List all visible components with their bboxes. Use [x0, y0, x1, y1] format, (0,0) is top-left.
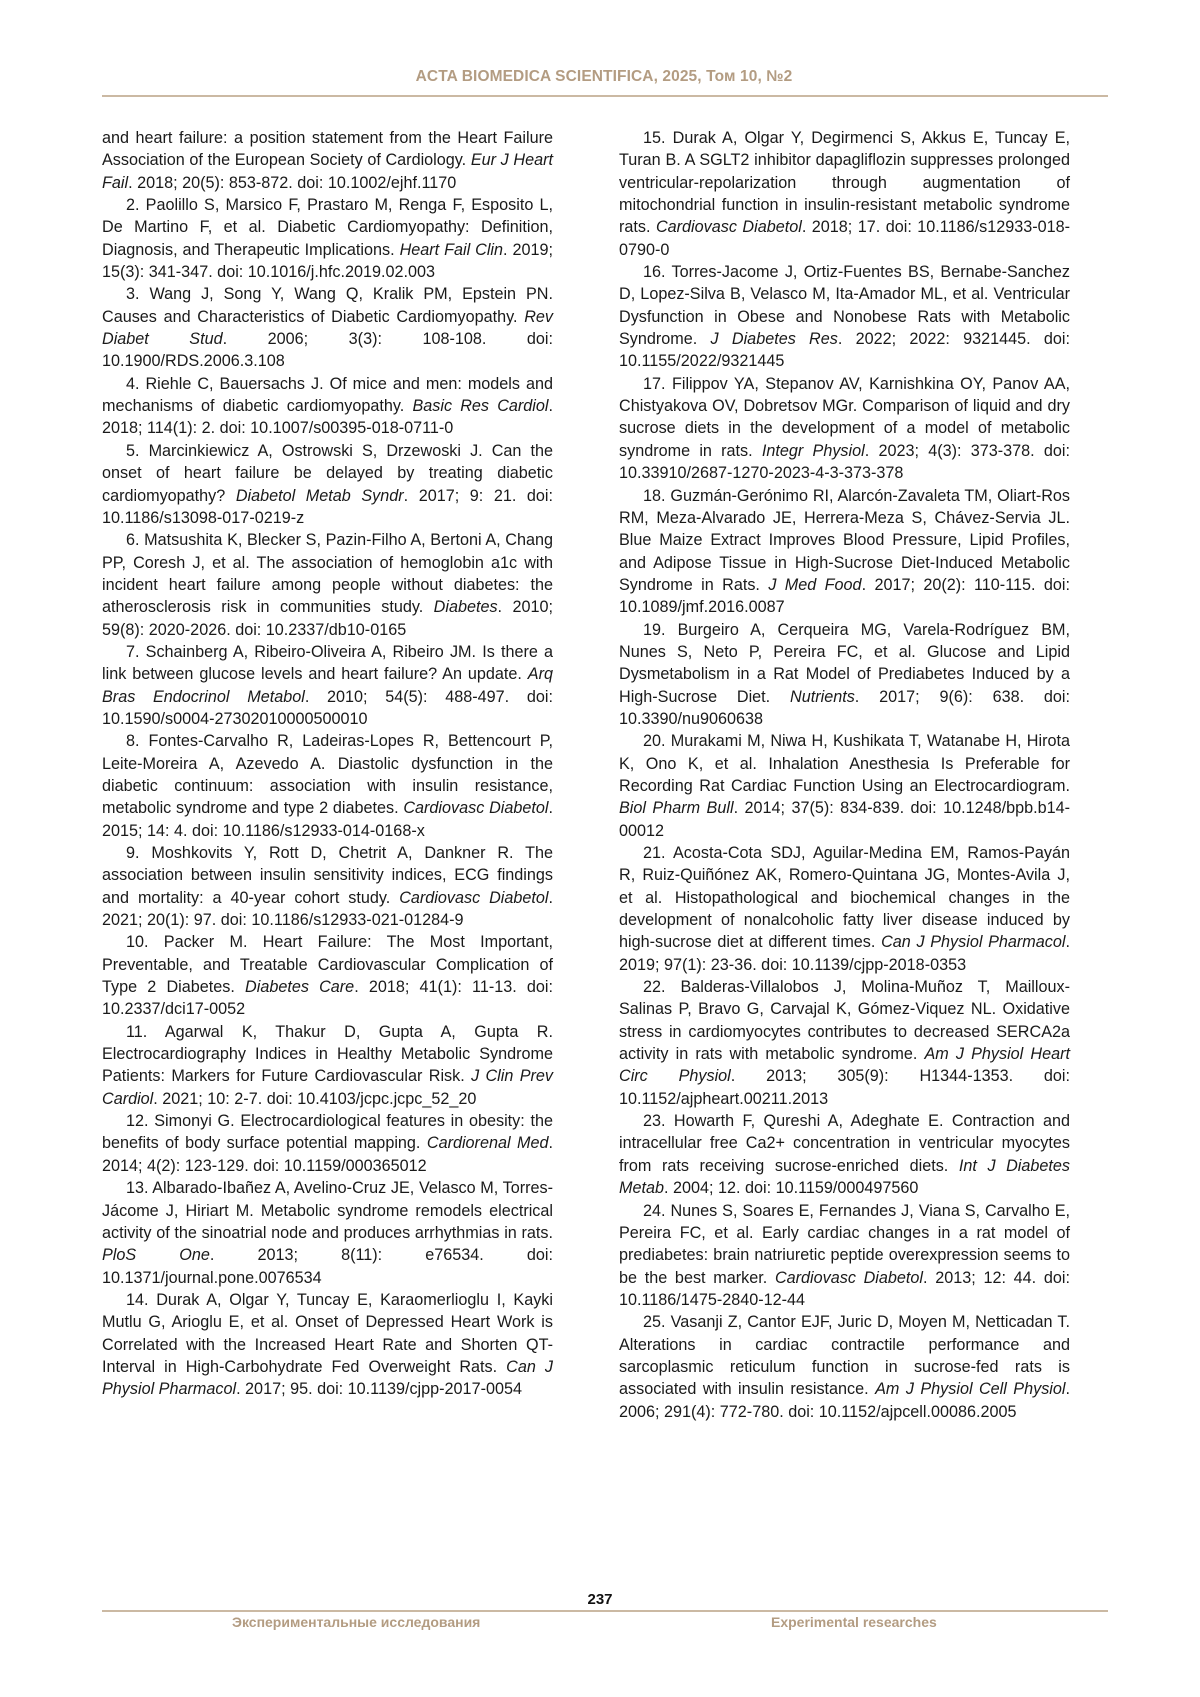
- footer-section-en: Experimental researches: [771, 1614, 937, 1630]
- journal-name: J Med Food: [768, 576, 861, 594]
- reference-text: 11. Agarwal K, Thakur D, Gupta A, Gupta R. Electrocardiography Indices in Healthy Metabolic Syndrome Patients: Markers for Future Cardiovascular Risk.: [102, 1023, 553, 1086]
- reference-details: . 2006; 291(4): 772-780. doi: 10.1152/ajpcell.00086.2005: [619, 1380, 1070, 1420]
- reference-text: 20. Murakami M, Niwa H, Kushikata T, Watanabe H, Hirota K, Ono K, et al. Inhalation Anesthesia Is Preferable for Recording Rat Cardiac Function Using an Electrocardiogram.: [619, 732, 1070, 795]
- reference-text: 21. Acosta-Cota SDJ, Aguilar-Medina EM, Ramos-Payán R, Ruiz-Quiñónez AK, Romero-Quintana JG, Montes-Avila J, et al. Histopathological and biochemical changes in the development of nonalcoholic fatty liver disease induced by high-sucrose diet at different times.: [619, 844, 1070, 951]
- reference-details: . 2017; 9(6): 638. doi: 10.3390/nu9060638: [619, 688, 1070, 728]
- page-number: 237: [0, 1591, 1200, 1608]
- reference-item: [619, 842, 1070, 976]
- reference-details: . 2017; 95. doi: 10.1139/cjpp-2017-0054: [236, 1380, 522, 1398]
- reference-details: . 2021; 20(1): 97. doi: 10.1186/s12933-021-01284-9: [102, 889, 553, 929]
- reference-details: . 2006; 3(3): 108-108. doi: 10.1900/RDS.2006.3.108: [102, 330, 553, 370]
- journal-name: Cardiovasc Diabetol: [775, 1269, 923, 1287]
- reference-item: [619, 619, 1070, 731]
- reference-item: [102, 842, 553, 931]
- references-left-column: [102, 127, 553, 1401]
- reference-details: . 2014; 4(2): 123-129. doi: 10.1159/000365012: [102, 1134, 553, 1174]
- journal-name: Arq Bras Endocrinol Metabol: [102, 665, 553, 705]
- reference-item: [102, 529, 553, 641]
- journal-name: Diabetol Metab Syndr: [236, 487, 404, 505]
- journal-name: Cardiovasc Diabetol: [403, 799, 548, 817]
- reference-details: . 2019; 15(3): 341-347. doi: 10.1016/j.hfc.2019.02.003: [102, 241, 553, 281]
- reference-text: 16. Torres-Jacome J, Ortiz-Fuentes BS, Bernabe-Sanchez D, Lopez-Silva B, Velasco M, Ita-Amador ML, et al. Ventricular Dysfunction in Obese and Nonobese Rats with Metabolic Syndrome.: [619, 263, 1070, 348]
- reference-text: 19. Burgeiro A, Cerqueira MG, Varela-Rodríguez BM, Nunes S, Neto P, Pereira FC, et al. Glucose and Lipid Dysmetabolism in a Rat Model of Prediabetes Induced by a High-Sucrose Diet.: [619, 621, 1070, 706]
- reference-text: 12. Simonyi G. Electrocardiological features in obesity: the benefits of body surface potential mapping.: [102, 1112, 553, 1152]
- reference-text: 9. Moshkovits Y, Rott D, Chetrit A, Dankner R. The association between insulin sensitivity indices, ECG findings and mortality: a 40-year cohort study.: [102, 844, 553, 907]
- reference-text: 18. Guzmán-Gerónimo RI, Alarcón-Zavaleta TM, Oliart-Ros RM, Meza-Alvarado JE, Herrera-Meza S, Chávez-Servia JL. Blue Maize Extract Improves Blood Pressure, Lipid Profiles, and Adipose Tissue in High-Sucrose Diet-Induced Metabolic Syndrome in Rats.: [619, 487, 1070, 594]
- reference-text: 13. Albarado-Ibañez A, Avelino-Cruz JE, Velasco M, Torres-Jácome J, Hiriart M. Metabolic syndrome remodels electrical activity of the sinoatrial node and produces arrhythmias in rats.: [102, 1179, 553, 1242]
- reference-details: . 2013; 305(9): H1344-1353. doi: 10.1152/ajpheart.00211.2013: [619, 1067, 1070, 1107]
- footer-divider: [102, 1610, 1108, 1612]
- reference-item: [102, 1289, 553, 1401]
- journal-name: Diabetes: [434, 598, 498, 616]
- journal-name: Eur J Heart Fail: [102, 151, 553, 191]
- reference-item: [619, 127, 1070, 261]
- journal-name: Cardiovasc Diabetol: [656, 218, 802, 236]
- reference-item: [619, 373, 1070, 485]
- reference-item: [619, 1110, 1070, 1199]
- reference-item: [619, 1200, 1070, 1312]
- reference-text: 22. Balderas-Villalobos J, Molina-Muñoz T, Mailloux-Salinas P, Bravo G, Carvajal K, Gómez-Viquez NL. Oxidative stress in cardiomyocytes contributes to decreased SERCA2a activity in rats with metabolic syndrome.: [619, 978, 1070, 1063]
- journal-name: PloS One: [102, 1246, 210, 1264]
- references-right-column: [619, 127, 1070, 1423]
- reference-item: [102, 283, 553, 372]
- header-divider: [102, 95, 1108, 97]
- reference-text: 8. Fontes-Carvalho R, Ladeiras-Lopes R, Bettencourt P, Leite-Moreira A, Azevedo A. Diastolic dysfunction in the diabetic continuum: association with insulin resistance, metabolic syndrome and type 2 diabetes.: [102, 732, 553, 817]
- reference-item: [102, 1177, 553, 1289]
- reference-text: 14. Durak A, Olgar Y, Tuncay E, Karaomerlioglu I, Kayki Mutlu G, Arioglu E, et al. Onset of Depressed Heart Work is Correlated with the Increased Heart Rate and Shorten QT-Interval in High-Carbohydrate Fed Overweight Rats.: [102, 1291, 553, 1376]
- reference-details: . 2021; 10: 2-7. doi: 10.4103/jcpc.jcpc_52_20: [153, 1090, 476, 1108]
- reference-text: 4. Riehle C, Bauersachs J. Of mice and men: models and mechanisms of diabetic cardiomyopathy.: [102, 375, 553, 415]
- reference-text: 7. Schainberg A, Ribeiro-Oliveira A, Ribeiro JM. Is there a link between glucose levels and heart failure? An update.: [102, 643, 553, 683]
- journal-name: Cardiovasc Diabetol: [399, 889, 548, 907]
- reference-details: . 2013; 12: 44. doi: 10.1186/1475-2840-12-44: [619, 1269, 1070, 1309]
- reference-item: [619, 1311, 1070, 1423]
- reference-details: . 2014; 37(5): 834-839. doi: 10.1248/bpb.b14-00012: [619, 799, 1070, 839]
- journal-name: Am J Physiol Cell Physiol: [875, 1380, 1065, 1398]
- journal-name: Can J Physiol Pharmacol: [881, 933, 1065, 951]
- reference-text: 23. Howarth F, Qureshi A, Adeghate E. Contraction and intracellular free Ca2+ concentration in ventricular myocytes from rats receiving sucrose-enriched diets.: [619, 1112, 1070, 1175]
- reference-details: . 2018; 17. doi: 10.1186/s12933-018-0790-0: [619, 218, 1070, 258]
- reference-item: [102, 127, 553, 194]
- reference-item: [102, 641, 553, 730]
- reference-text: 3. Wang J, Song Y, Wang Q, Kralik PM, Epstein PN. Causes and Characteristics of Diabetic Cardiomyopathy.: [102, 285, 553, 325]
- reference-details: . 2022; 2022: 9321445. doi: 10.1155/2022/9321445: [619, 330, 1070, 370]
- journal-name: Basic Res Cardiol: [412, 397, 548, 415]
- reference-details: . 2010; 54(5): 488-497. doi: 10.1590/s0004-27302010000500010: [102, 688, 553, 728]
- journal-name: Diabetes Care: [245, 978, 354, 996]
- reference-text: 17. Filippov YA, Stepanov AV, Karnishkina OY, Panov AA, Chistyakova OV, Dobretsov MGr. Comparison of liquid and dry sucrose diets in the development of a model of metabolic syndrome in rats.: [619, 375, 1070, 460]
- journal-name: Cardiorenal Med: [427, 1134, 549, 1152]
- journal-name: Can J Physiol Pharmacol: [102, 1358, 553, 1398]
- journal-name: Int J Diabetes Metab: [619, 1157, 1070, 1197]
- reference-details: . 2010; 59(8): 2020-2026. doi: 10.2337/db10-0165: [102, 598, 553, 638]
- reference-item: [619, 730, 1070, 842]
- journal-name: Rev Diabet Stud: [102, 308, 553, 348]
- reference-details: . 2018; 20(5): 853-872. doi: 10.1002/ejhf.1170: [128, 174, 456, 192]
- reference-text: 2. Paolillo S, Marsico F, Prastaro M, Renga F, Esposito L, De Martino F, et al. Diabetic Cardiomyopathy: Definition, Diagnosis, and Therapeutic Implications.: [102, 196, 553, 259]
- reference-details: . 2023; 4(3): 373-378. doi: 10.33910/2687-1270-2023-4-3-373-378: [619, 442, 1070, 482]
- reference-item: [619, 485, 1070, 619]
- journal-name: J Clin Prev Cardiol: [102, 1067, 553, 1107]
- reference-details: . 2015; 14: 4. doi: 10.1186/s12933-014-0168-x: [102, 799, 553, 839]
- reference-item: [619, 976, 1070, 1110]
- reference-item: [102, 1021, 553, 1110]
- reference-text: 24. Nunes S, Soares E, Fernandes J, Viana S, Carvalho E, Pereira FC, et al. Early cardiac changes in a rat model of prediabetes: brain natriuretic peptide overexpression seems to be the best marker.: [619, 1202, 1070, 1287]
- reference-item: [102, 730, 553, 842]
- reference-text: 25. Vasanji Z, Cantor EJF, Juric D, Moyen M, Netticadan T. Alterations in cardiac contractile performance and sarcoplasmic reticulum function in sucrose-fed rats is associated with insulin resistance.: [619, 1313, 1070, 1398]
- journal-name: J Diabetes Res: [711, 330, 838, 348]
- reference-text: 5. Marcinkiewicz A, Ostrowski S, Drzewoski J. Can the onset of heart failure be delayed by treating diabetic cardiomyopathy?: [102, 442, 553, 505]
- journal-name: Nutrients: [790, 688, 855, 706]
- journal-name: Heart Fail Clin: [400, 241, 503, 259]
- reference-item: [102, 373, 553, 440]
- reference-details: . 2017; 9: 21. doi: 10.1186/s13098-017-0219-z: [102, 487, 553, 527]
- footer-section-ru: Экспериментальные исследования: [232, 1614, 480, 1630]
- reference-details: . 2004; 12. doi: 10.1159/000497560: [664, 1179, 918, 1197]
- journal-name: Am J Physiol Heart Circ Physiol: [619, 1045, 1070, 1085]
- journal-name: Integr Physiol: [762, 442, 865, 460]
- journal-name: Biol Pharm Bull: [619, 799, 734, 817]
- reference-text: 6. Matsushita K, Blecker S, Pazin-Filho A, Bertoni A, Chang PP, Coresh J, et al. The association of hemoglobin a1c with incident heart failure among people without diabetes: the atherosclerosis risk in communities study.: [102, 531, 553, 616]
- reference-details: . 2019; 97(1): 23-36. doi: 10.1139/cjpp-2018-0353: [619, 933, 1070, 973]
- reference-text: 15. Durak A, Olgar Y, Degirmenci S, Akkus E, Tuncay E, Turan B. A SGLT2 inhibitor dapagliflozin suppresses prolonged ventricular-repolarization through augmentation of mitochondrial function in insulin-resistant metabolic syndrome rats.: [619, 129, 1070, 236]
- reference-details: . 2018; 41(1): 11-13. doi: 10.2337/dci17-0052: [102, 978, 553, 1018]
- reference-text: and heart failure: a position statement from the Heart Failure Association of the European Society of Cardiology.: [102, 129, 553, 169]
- reference-details: . 2013; 8(11): e76534. doi: 10.1371/journal.pone.0076534: [102, 1246, 553, 1286]
- reference-details: . 2018; 114(1): 2. doi: 10.1007/s00395-018-0711-0: [102, 397, 553, 437]
- reference-item: [102, 1110, 553, 1177]
- reference-text: 10. Packer M. Heart Failure: The Most Important, Preventable, and Treatable Cardiovascular Complication of Type 2 Diabetes.: [102, 933, 553, 996]
- reference-item: [102, 440, 553, 529]
- reference-details: . 2017; 20(2): 110-115. doi: 10.1089/jmf.2016.0087: [619, 576, 1070, 616]
- journal-header: ACTA BIOMEDICA SCIENTIFICA, 2025, Том 10, №2: [102, 68, 1106, 86]
- reference-item: [619, 261, 1070, 373]
- reference-item: [102, 931, 553, 1020]
- reference-item: [102, 194, 553, 283]
